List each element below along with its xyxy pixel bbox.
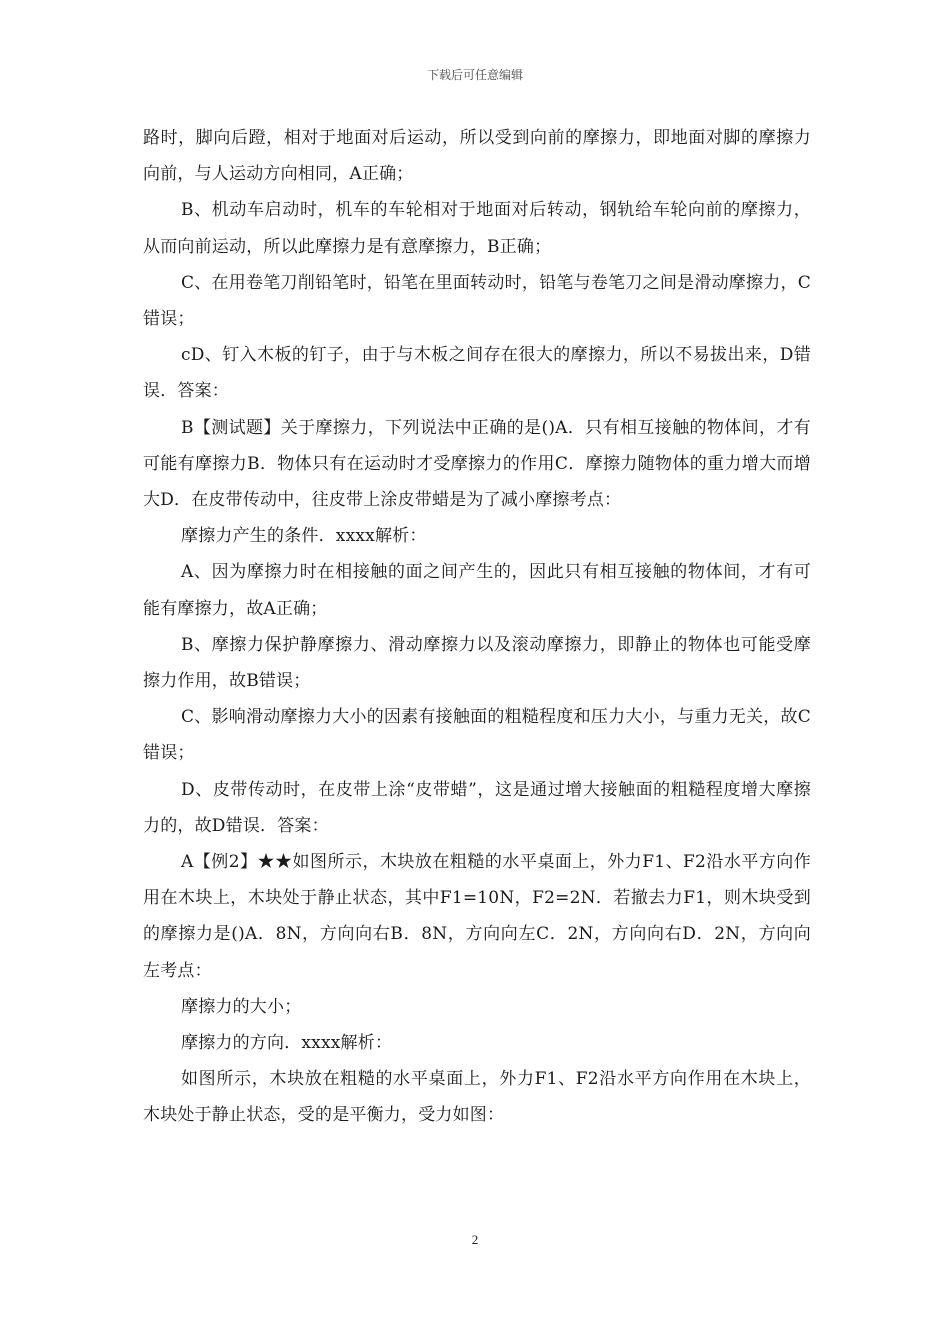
- page-number: 2: [471, 1232, 479, 1247]
- paragraph: A【例2】★★如图所示，木块放在粗糙的水平桌面上，外力F1、F2沿水平方向作用在木块上，木块处于静止状态，其中F1=10N，F2=2N．若撤去力F1，则木块受到的摩擦力是()A．8N，方向向右B．8N，方向向左C．2N，方向向右D．2N，方向向左考点：: [143, 852, 811, 981]
- paragraph: 摩擦力的大小；: [181, 996, 302, 1017]
- paragraph: B【测试题】关于摩擦力，下列说法中正确的是()A．只有相互接触的物体间，才有可能有摩擦力B．物体只有在运动时才受摩擦力的作用C．摩擦力随物体的重力增大而增大D．在皮带传动中，往皮带上涂皮带蜡是为了减小摩擦考点：: [143, 417, 811, 511]
- paragraph: 摩擦力的方向．xxxx解析：: [181, 1033, 393, 1054]
- paragraph: A、因为摩擦力时在相接触的面之间产生的，因此只有相互接触的物体间，才有可能有摩擦力，故A正确；: [143, 562, 811, 619]
- paragraph: C、影响滑动摩擦力大小的因素有接触面的粗糙程度和压力大小，与重力无关，故C错误；: [143, 707, 811, 764]
- paragraph: C、在用卷笔刀削铅笔时，铅笔在里面转动时，铅笔与卷笔刀之间是滑动摩擦力，C错误；: [143, 272, 811, 330]
- paragraph: B、机动车启动时，机车的车轮相对于地面对后转动，钢轨给车轮向前的摩擦力，从而向前运动，所以此摩擦力是有意摩擦力，B正确；: [143, 200, 811, 257]
- paragraph: B、摩擦力保护静摩擦力、滑动摩擦力以及滚动摩擦力，即静止的物体也可能受摩擦力作用，故B错误；: [143, 634, 811, 692]
- paragraph: D、皮带传动时，在皮带上涂“皮带蜡”，这是通过增大接触面的粗糙程度增大摩擦力的，故D错误．答案：: [143, 779, 811, 836]
- paragraph: cD、钉入木板的钉子，由于与木板之间存在很大的摩擦力，所以不易拔出来，D错误．答案：: [143, 345, 811, 402]
- paragraph: 如图所示，木块放在粗糙的水平桌面上，外力F1、F2沿水平方向作用在木块上，木块处于静止状态，受的是平衡力，受力如图：: [143, 1069, 811, 1126]
- page-header: 下载后可任意编辑: [426, 68, 523, 82]
- paragraph: 摩擦力产生的条件．xxxx解析：: [181, 526, 427, 547]
- body-text: [143, 120, 811, 1134]
- paragraph: 路时，脚向后蹬，相对于地面对后运动，所以受到向前的摩擦力，即地面对脚的摩擦力向前，与人运动方向相同，A正确；: [143, 128, 811, 185]
